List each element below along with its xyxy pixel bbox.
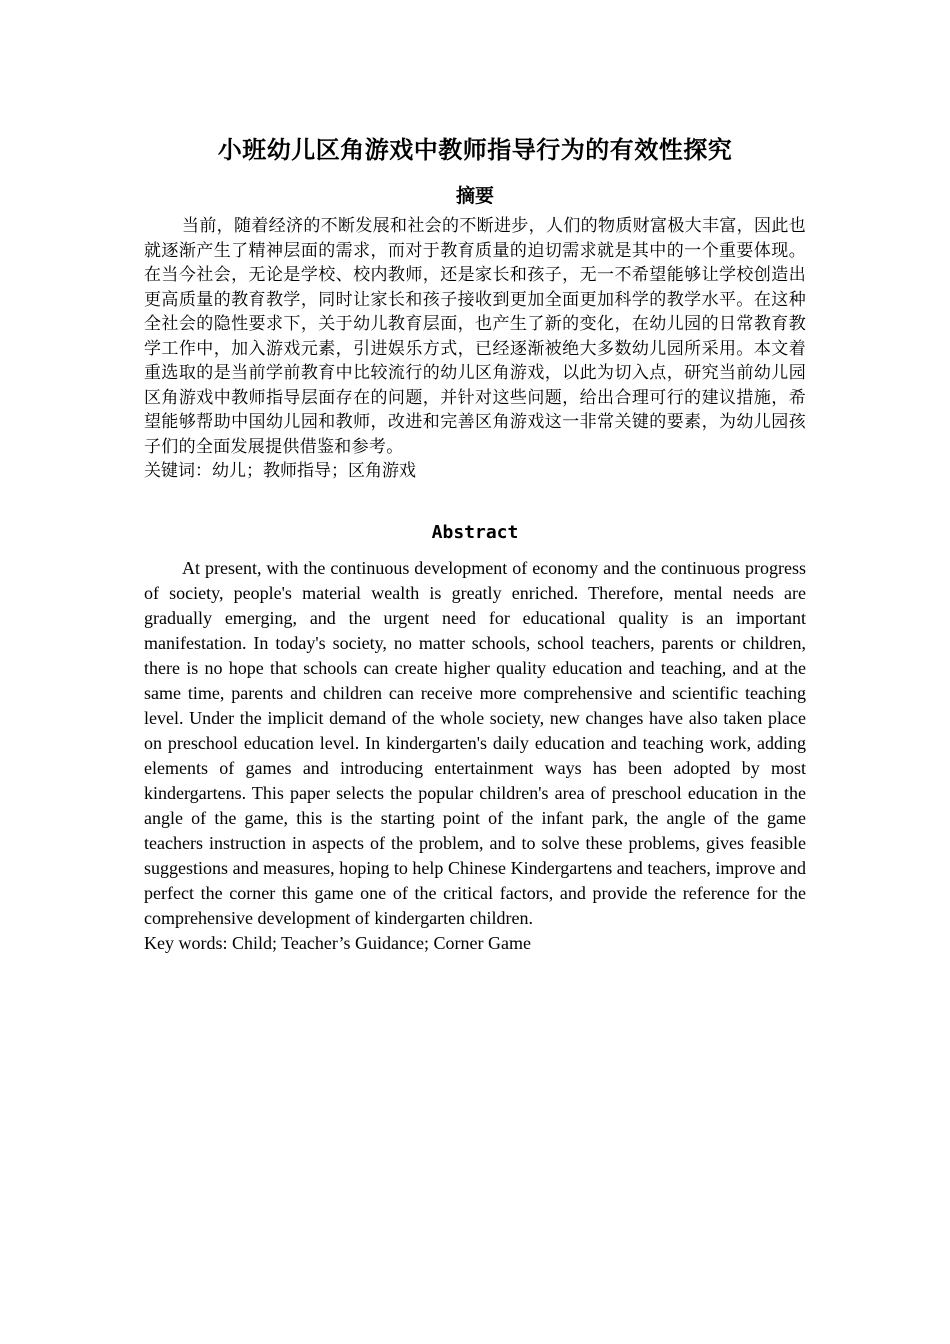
chinese-abstract-body: 当前，随着经济的不断发展和社会的不断进步，人们的物质财富极大丰富，因此也就逐渐产生了精神层面的需求，而对于教育质量的迫切需求就是其中的一个重要体现。在当今社会，无论是学校、校内教师，还是家长和孩子，无一不希望能够让学校创造出更高质量的教育教学，同时让家长和孩子接收到更加全面更加科学的教学水平。在这种全社会的隐性要求下，关于幼儿教育层面，也产生了新的变化，在幼儿园的日常教育教学工作中，加入游戏元素，引进娱乐方式，已经逐渐被绝大多数幼儿园所采用。本文着重选取的是当前学前教育中比较流行的幼儿区角游戏，以此为切入点，研究当前幼儿园区角游戏中教师指导层面存在的问题，并针对这些问题，给出合理可行的建议措施，希望能够帮助中国幼儿园和教师，改进和完善区角游戏这一非常关键的要素，为幼儿园孩子们的全面发展提供借鉴和参考。 — [144, 216, 806, 457]
document-page — [144, 130, 806, 956]
english-keywords: Key words: Child; Teacher’s Guidance; Corner Game — [144, 932, 531, 953]
english-abstract-body: At present, with the continuous development of economy and the continuous progress of society, people's material wealth is greatly enriched. Therefore, mental needs are gradually emerging, and the urgent need for educational quality is an important manifestation. In today's society, no matter schools, school teachers, parents or children, there is no hope that schools can create higher quality education and teaching, and at the same time, parents and children can receive more comprehensive and scientific teaching level. Under the implicit demand of the whole society, new changes have also taken place on preschool education level. In kindergarten's daily education and teaching work, adding elements of games and introducing entertainment ways has been adopted by most kindergartens. This paper selects the popular children's area of preschool education in the angle of the game, this is the starting point of the infant park, the angle of the game teachers instruction in aspects of the problem, and to solve these problems, gives feasible suggestions and measures, hoping to help Chinese Kindergartens and teachers, improve and perfect the corner this game one of the critical factors, and provide the reference for the comprehensive development of kindergarten children. — [144, 557, 806, 928]
english-abstract-heading: Abstract — [431, 521, 519, 543]
paper-title: 小班幼儿区角游戏中教师指导行为的有效性探究 — [217, 135, 733, 164]
chinese-keywords: 关键词：幼儿；教师指导；区角游戏 — [144, 461, 416, 481]
chinese-abstract-heading: 摘要 — [455, 185, 494, 207]
